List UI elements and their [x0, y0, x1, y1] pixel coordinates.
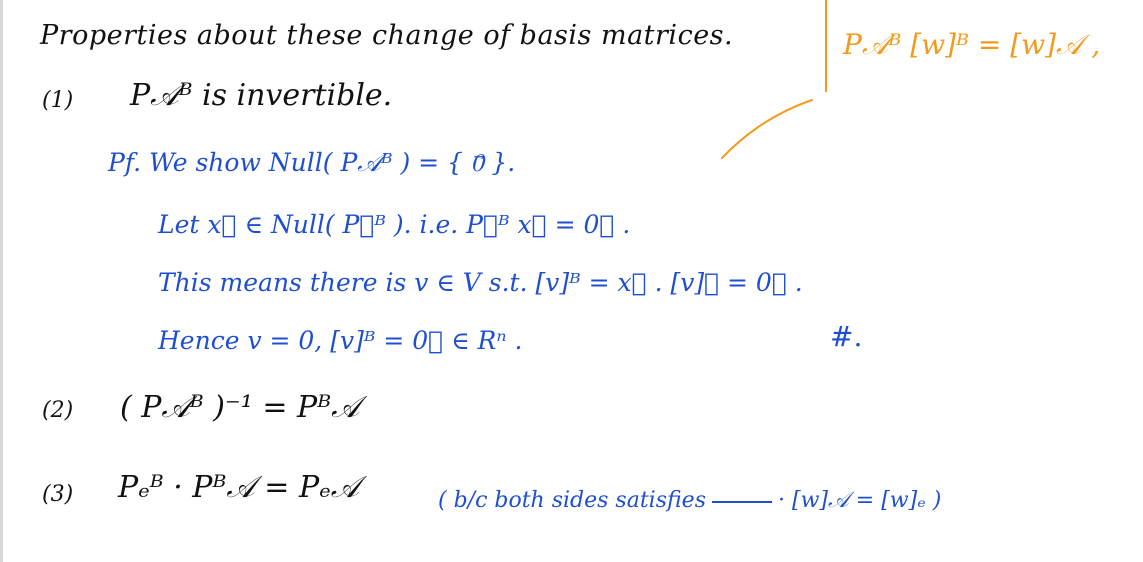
item-marker-1: (1): [42, 88, 74, 113]
proof-line-1: Pf. We show Null( P𝒜ᴮ ) = { 0⃗ }.: [108, 148, 516, 177]
note-suffix: · [w]𝒜 = [w]ₑ ): [778, 488, 942, 513]
item-statement-1: P𝒜ᴮ is invertible.: [130, 78, 393, 113]
item-statement-2: ( P𝒜ᴮ )⁻¹ = Pᴮ𝒜: [120, 390, 360, 425]
proof-end-mark: #.: [830, 320, 863, 353]
note-blank: [712, 501, 772, 503]
justification-note: [438, 488, 941, 513]
item-statement-3: Pₑᴮ · Pᴮ𝒜 = Pₑ𝒜: [118, 470, 360, 505]
page-heading: Properties about these change of basis matrices.: [40, 20, 734, 51]
item-marker-3: (3): [42, 482, 74, 507]
side-note-formula: P𝒜ᴮ [w]ᴮ = [w]𝒜 ,: [843, 28, 1101, 61]
proof-line-2: Let x⃗ ∈ Null( P𝒜ᴮ ). i.e. P𝒜ᴮ x⃗ = 0⃗ .: [158, 210, 631, 239]
proof-line-3: This means there is v ∈ V s.t. [v]ᴮ = x⃗ . [v]𝒜 = 0⃗ .: [158, 268, 803, 297]
proof-line-4: Hence v = 0, [v]ᴮ = 0⃗ ∈ Rⁿ .: [158, 326, 523, 355]
item-marker-2: (2): [42, 398, 74, 423]
annotation-arrow: [722, 100, 812, 158]
note-prefix: ( b/c both sides satisfies: [438, 488, 706, 513]
